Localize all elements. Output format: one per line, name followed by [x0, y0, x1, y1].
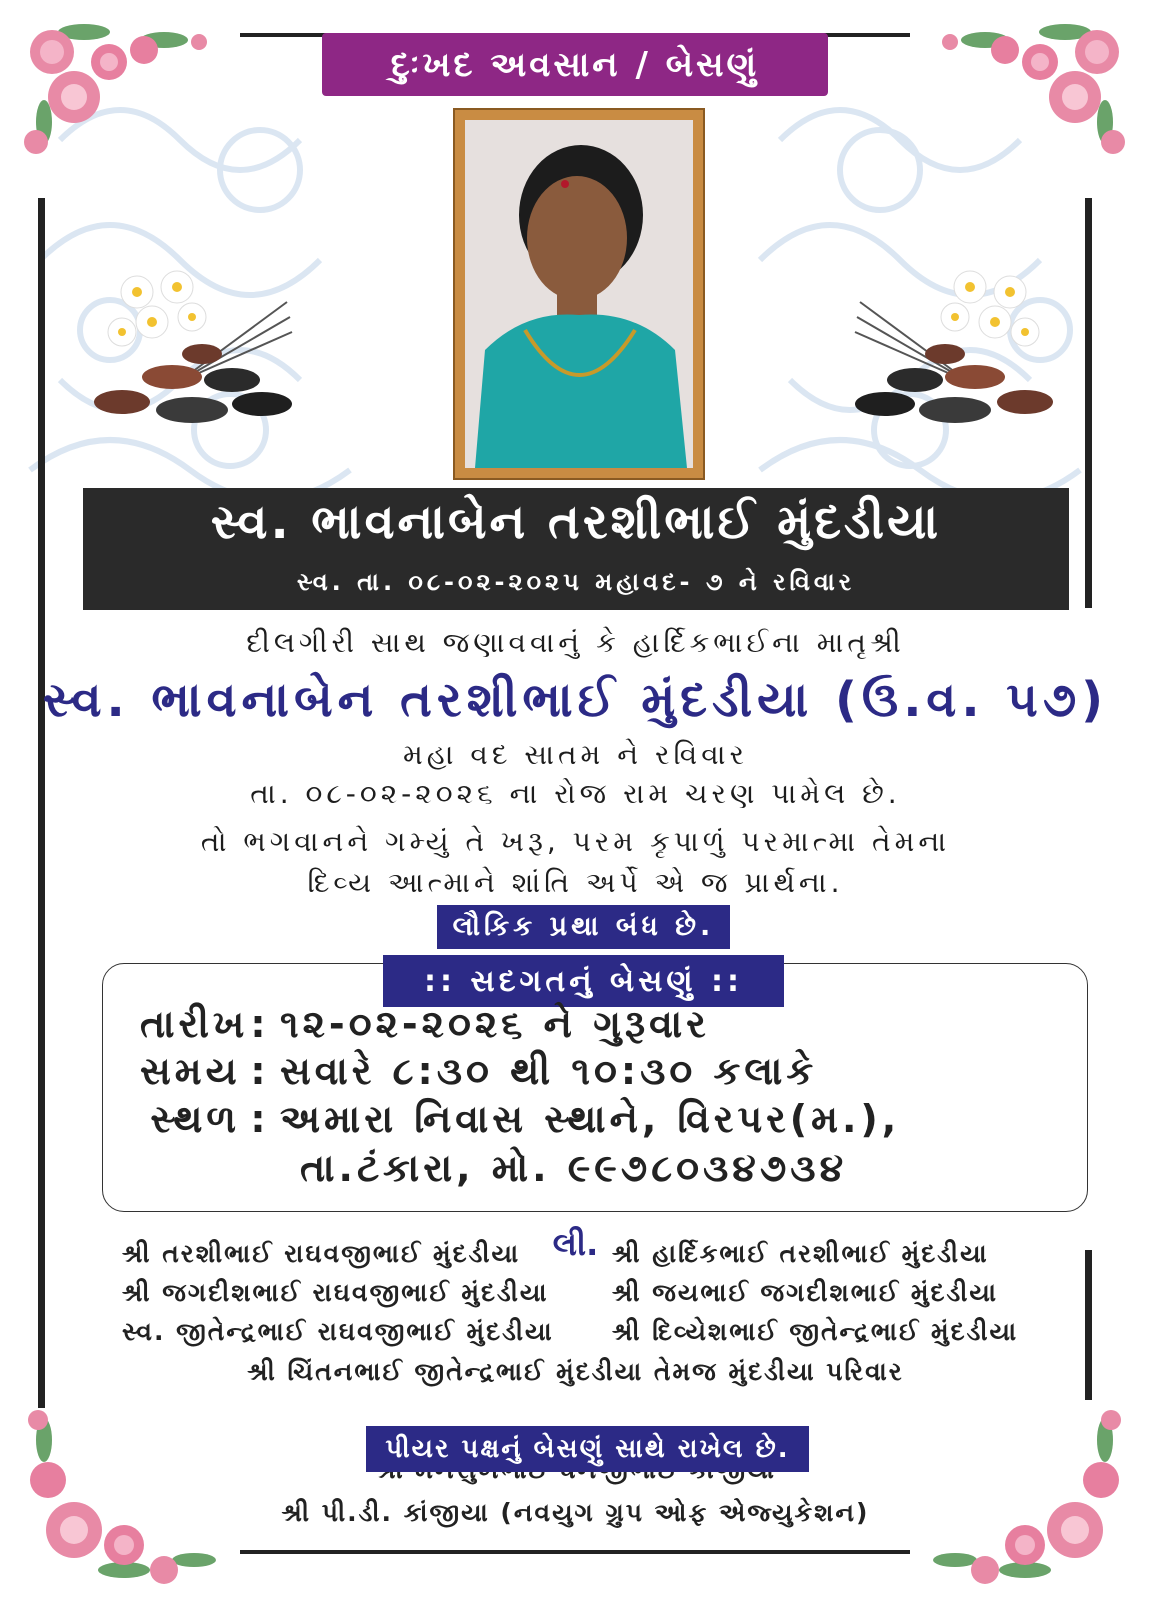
besnu-place-value-2: તા.ટંકારા, મો. ૯૯૭૮૦૩૪૭૩૪: [300, 1146, 848, 1190]
separator: :: [250, 1049, 270, 1093]
custom-note-text: લૌકિક પ્રથા બંધ છે.: [452, 911, 715, 942]
bottom-left-roses-icon: [14, 1400, 244, 1590]
death-date: સ્વ. તા. ૦૮-૦૨-૨૦૨૫ મહાવદ- ૭ ને રવિવાર: [296, 568, 856, 596]
main-name-heading: સ્વ. ભાવનાબેન તરશીભાઈ મુંદડીયા (ઉ.વ. ૫૭): [42, 672, 1109, 728]
bottom-border-line: [240, 1550, 910, 1554]
besnu-place-row-2: [300, 1146, 847, 1191]
custom-note-badge: [437, 905, 730, 949]
signatory-left-3: સ્વ. જીતેન્દ્રભાઈ રાઘવજીભાઈ મુંદડીયા: [122, 1317, 554, 1346]
signatories-label: લી.: [552, 1225, 599, 1263]
maternal-note-text: પીયર પક્ષનું બેસણું સાથે રાખેલ છે.: [385, 1433, 790, 1464]
besnu-place-label: સ્થળ: [150, 1097, 240, 1141]
besnu-date-value: ૧૨-૦૨-૨૦૨૬ ને ગુરૂવાર: [280, 1002, 710, 1046]
right-border-line: [1085, 198, 1092, 608]
besnu-time-row: [140, 1049, 817, 1094]
left-offering-flowers-icon: [92, 262, 302, 432]
portrait-silhouette-icon: [465, 120, 693, 468]
besnu-date-row: [140, 1002, 710, 1047]
separator: :: [250, 1097, 270, 1141]
top-right-roses-icon: [905, 12, 1135, 182]
deceased-name-bar: [83, 488, 1069, 610]
portrait-frame: [453, 108, 705, 480]
header-title: દુઃખદ અવસાન / બેસણું: [390, 44, 760, 85]
signatory-last-line: શ્રી ચિંતનભાઈ જીતેન્દ્રભાઈ મુંદડીયા તેમજ મુંદડીયા પરિવાર: [247, 1357, 904, 1386]
maternal-note-badge: [366, 1426, 809, 1472]
signatory-right-2: શ્રી જયભાઈ જગદીશભાઈ મુંદડીયા: [612, 1278, 999, 1307]
deceased-name: સ્વ. ભાવનાબેન તરશીભાઈ મુંદડીયા: [210, 494, 942, 550]
right-offering-flowers-icon: [845, 262, 1055, 432]
besnu-time-value: સવારે ૮:૩૦ થી ૧૦:૩૦ કલાકે: [280, 1049, 818, 1093]
signatory-left-2: શ્રી જગદીશભાઈ રાઘવજીભાઈ મુંદડીયા: [122, 1278, 549, 1307]
intro-text: દીલગીરી સાથ જણાવવાનું કે હાર્દિકભાઈના માતૃશ્રી: [246, 626, 905, 659]
besnu-place-value: અમારા નિવાસ સ્થાને, વિરપર(મ.),: [280, 1097, 901, 1141]
maternal-name-2: શ્રી પી.ડી. કાંજીયા (નવયુગ ગ્રુપ ઓફ એજ્યુકેશન): [281, 1498, 870, 1527]
besnu-heading-badge: [383, 955, 784, 1007]
death-day-text: મહા વદ સાતમ ને રવિવાર: [403, 738, 748, 771]
besnu-date-label: તારીખ: [140, 1002, 249, 1046]
portrait-photo: [465, 120, 693, 468]
besnu-place-row: [140, 1097, 900, 1142]
top-left-roses-icon: [14, 12, 244, 182]
bottom-right-roses-icon: [905, 1400, 1135, 1590]
signatory-right-1: શ્રી હાર્દિકભાઈ તરશીભાઈ મુંદડીયા: [612, 1239, 989, 1268]
prayer-line-2: દિવ્ય આત્માને શાંતિ અર્પે એ જ પ્રાર્થના.: [307, 866, 844, 899]
death-date-text: તા. ૦૮-૦૨-૨૦૨૬ ના રોજ રામ ચરણ પામેલ છે.: [250, 777, 901, 810]
signatory-left-1: શ્રી તરશીભાઈ રાઘવજીભાઈ મુંદડીયા: [122, 1239, 521, 1268]
besnu-heading: :: સદગતનું બેસણું ::: [423, 963, 744, 999]
signatory-right-3: શ્રી દિવ્યેશભાઈ જીતેન્દ્રભાઈ મુંદડીયા: [612, 1317, 1019, 1346]
header-banner: [322, 33, 828, 96]
separator: :: [250, 1002, 270, 1046]
besnu-time-label: સમય: [140, 1049, 241, 1093]
prayer-line-1: તો ભગવાનને ગમ્યું તે ખરૂ, પરમ કૃપાળું પરમાત્મા તેમના: [200, 825, 951, 858]
